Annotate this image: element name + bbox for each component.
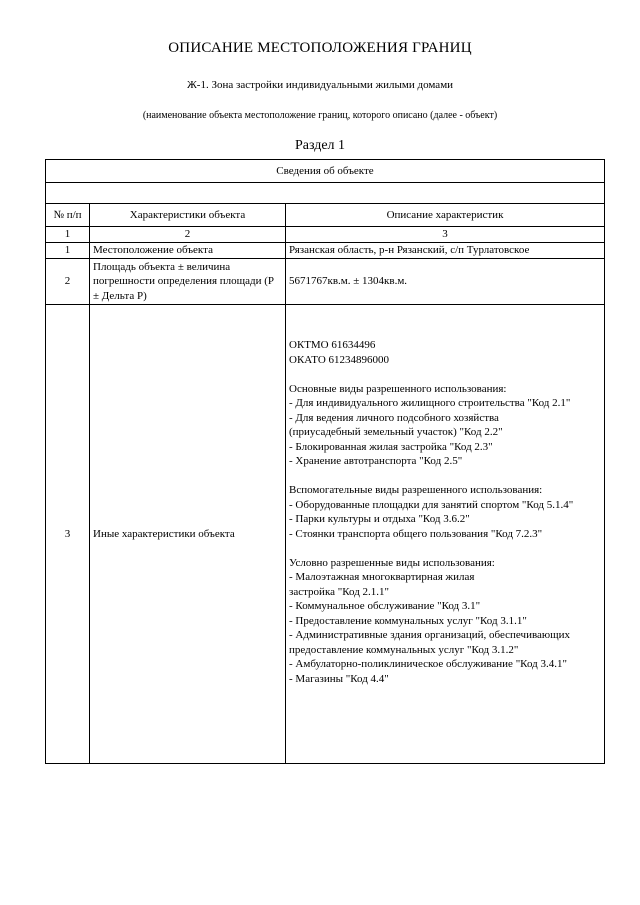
row-number: 3 [46, 305, 90, 764]
row-number: 1 [46, 243, 90, 259]
object-info-table [45, 159, 605, 764]
zone-name: Ж-1. Зона застройки индивидуальными жилыми домами [186, 79, 454, 91]
table-header-row [46, 160, 605, 183]
column-header-characteristic: Характеристики объекта [90, 204, 286, 227]
row-characteristic: Площадь объекта ± величина погрешности определения площади (Р ± Дельта Р) [90, 259, 286, 305]
column-header-row [46, 204, 605, 227]
column-number-2: 2 [90, 227, 286, 243]
row-characteristic: Иные характеристики объекта [90, 305, 286, 764]
column-header-no: № п/п [46, 204, 90, 227]
table-empty-row [46, 183, 605, 204]
row-number: 2 [46, 259, 90, 305]
object-name-caption: (наименование объекта местоположение границ, которого описано (далее - объект) [142, 110, 498, 121]
row-description: Рязанская область, р-н Рязанский, с/п Турлатовское [286, 243, 605, 259]
column-number-3: 3 [286, 227, 605, 243]
column-number-row [46, 227, 605, 243]
table-header: Сведения об объекте [46, 160, 605, 183]
empty-cell [46, 183, 605, 204]
row-characteristic: Местоположение объекта [90, 243, 286, 259]
column-number-1: 1 [46, 227, 90, 243]
section-title: Раздел 1 [294, 138, 346, 153]
table-row [46, 243, 605, 259]
table-row [46, 259, 605, 305]
row-description: 5671767кв.м. ± 1304кв.м. [286, 259, 605, 305]
row-description: ОКТМО 61634496 ОКАТО 61234896000 Основные виды разрешенного использования: - Для индивидуального жилищного строительства "Код 2.1" - Для ведения личного подсобного хозяйства (приусадебный земельный участок) "Код 2.2" - Блокированная жилая застройка "Код 2.3" - Хранение автотранспорта "Код 2.5" Вспомогательные виды разрешенного использования: - Оборудованные площадки для занятий спортом "Код 5.1.4" - Парки культуры и отдыха "Код 3.6.2" - Стоянки транспорта общего пользования "Код 7.2.3" Условно разрешенные виды использования: - Малоэтажная многоквартирная жилая застройка "Код 2.1.1" - Коммунальное обслуживание "Код 3.1" - Предоставление коммунальных услуг "Код 3.1.1" - Административные здания организаций, обеспечивающих предоставление коммунальных услуг "Код 3.1.2" - Амбулаторно-поликлиническое обслуживание "Код 3.4.1" - Магазины "Код 4.4" [286, 305, 605, 764]
column-header-description: Описание характеристик [286, 204, 605, 227]
table-row [46, 305, 605, 764]
document-title: ОПИСАНИЕ МЕСТОПОЛОЖЕНИЯ ГРАНИЦ [168, 40, 472, 56]
